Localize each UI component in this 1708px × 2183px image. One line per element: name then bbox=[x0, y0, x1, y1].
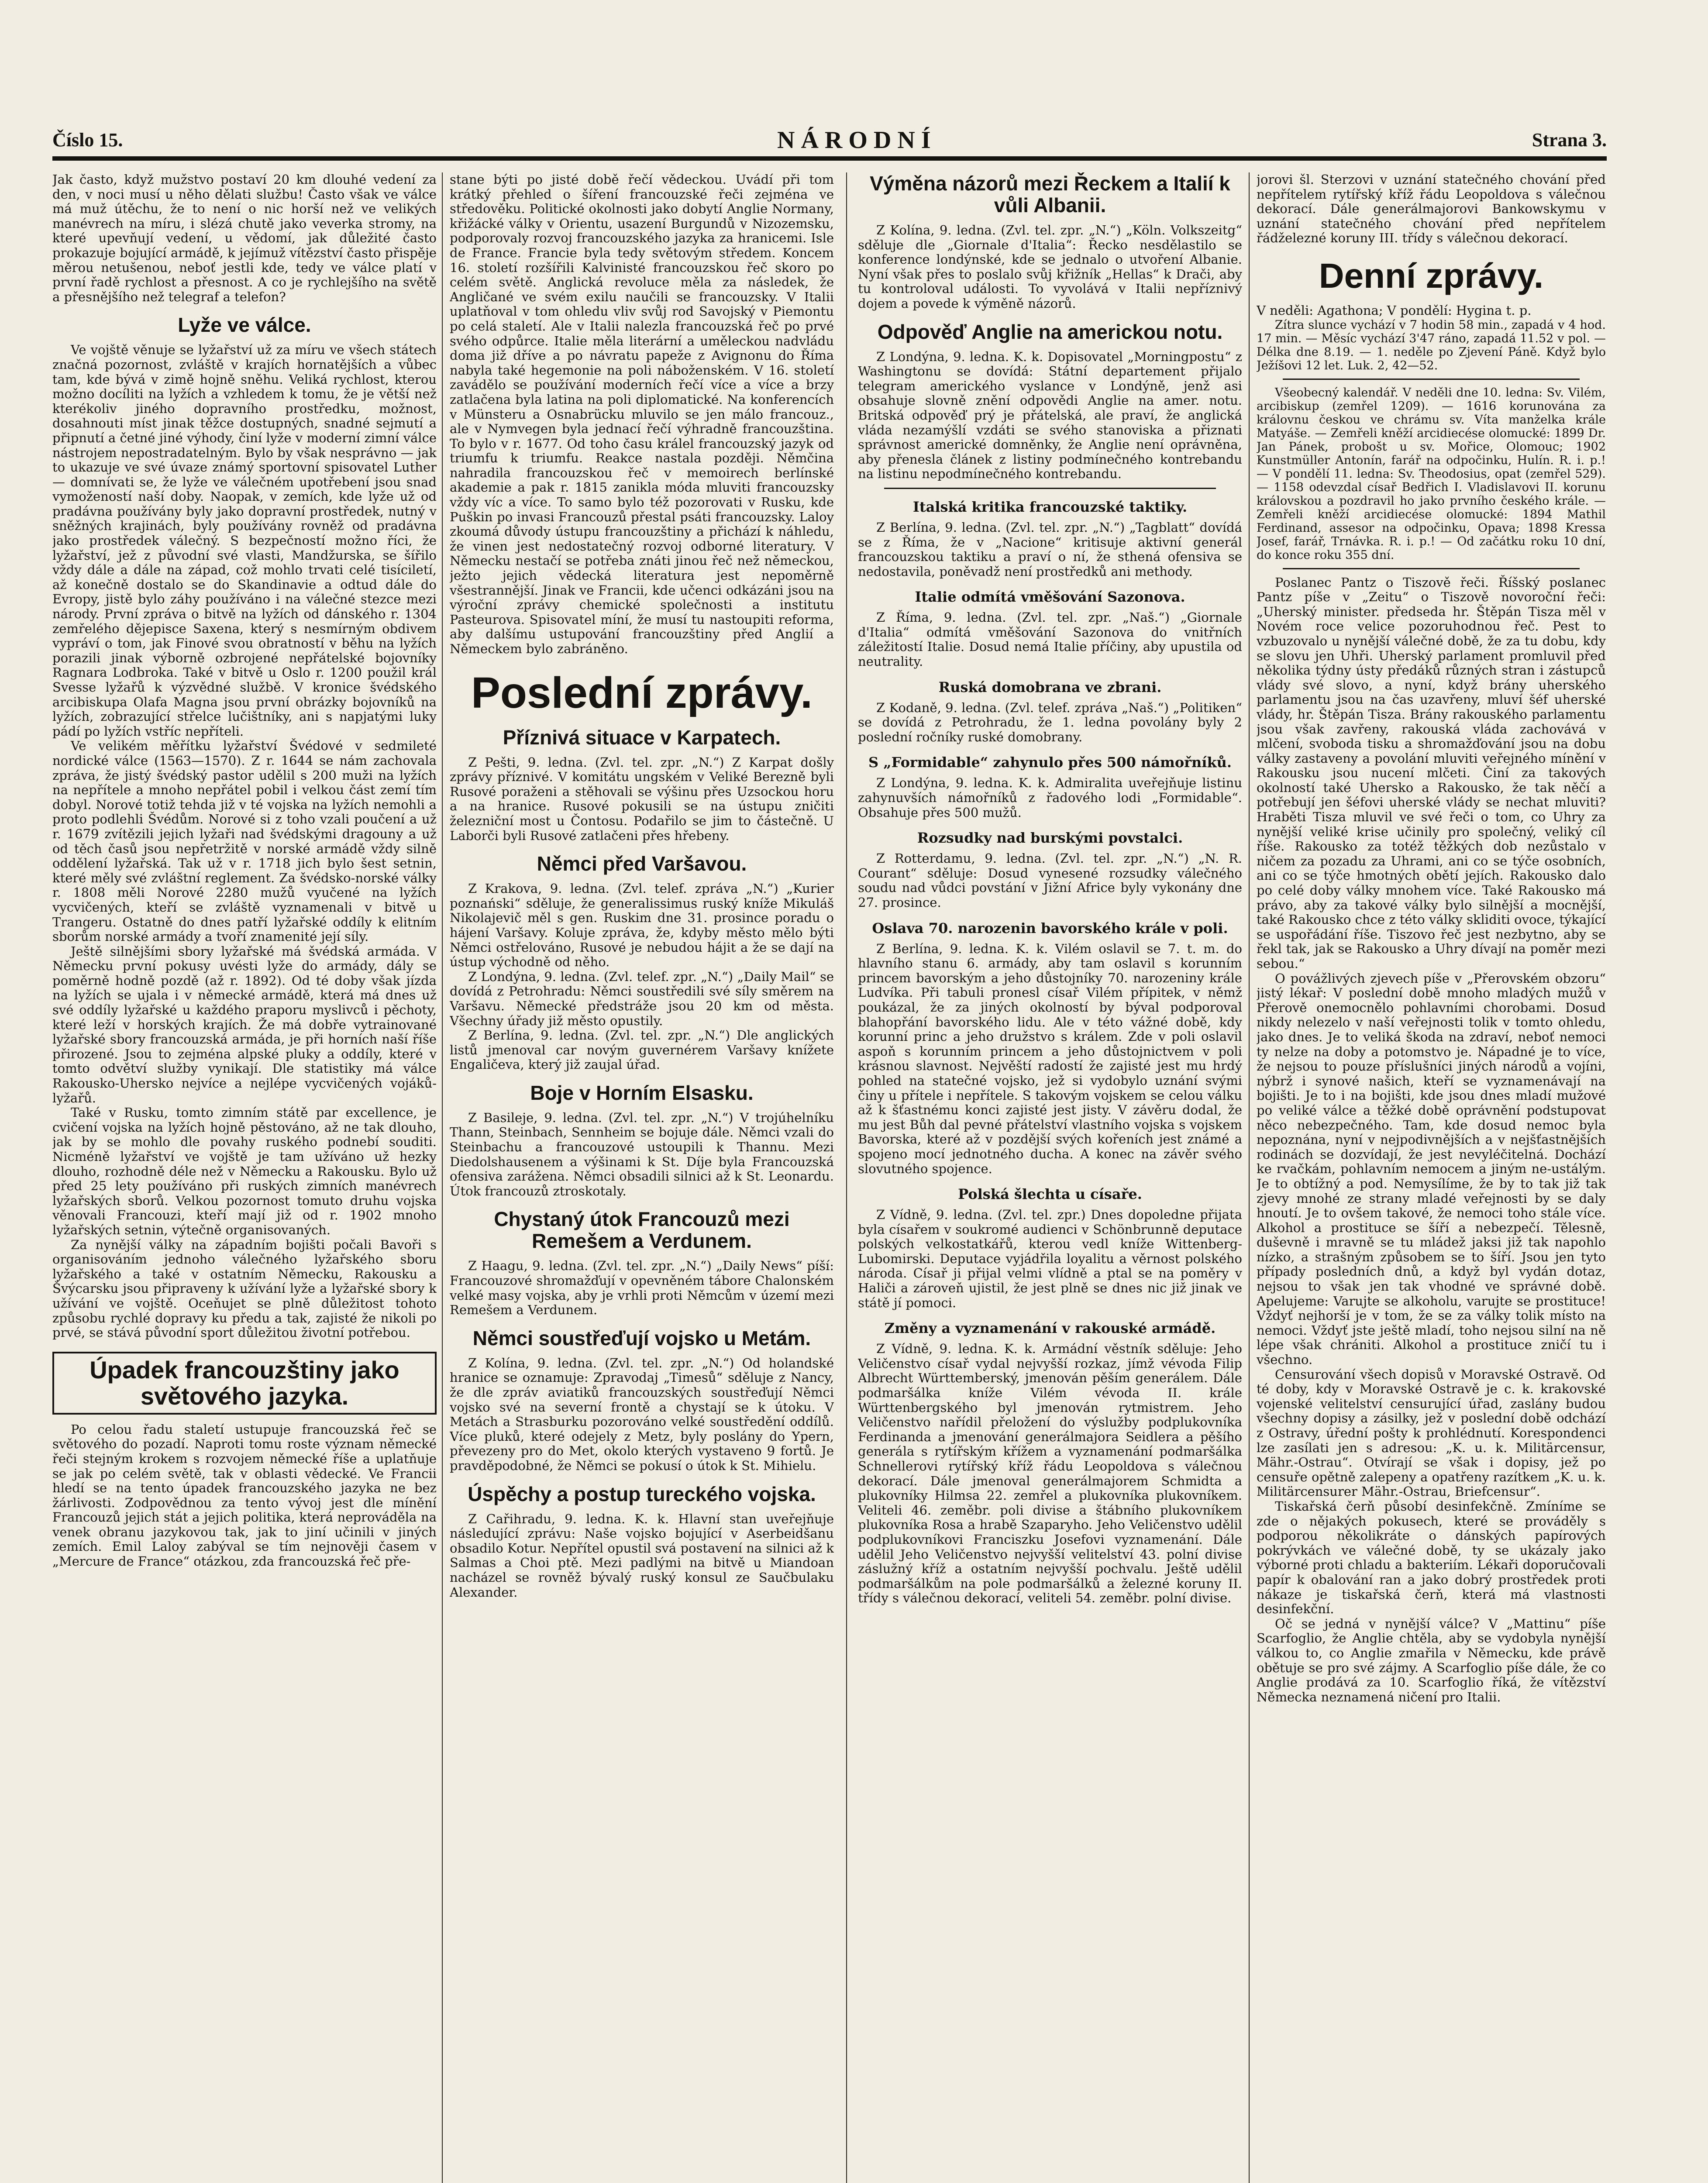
article-text: Po celou řadu staletí ustupuje francouzská řeč se světového do pozadí. Naproti tomu roste význam německé řeči stejným krokem s rozvojem německé říše a uplatňuje se jak po celém světě, tak v oblasti vědecké. Ve Francii hledí se na tento úpadek francouzského jazyka ne bez žárlivosti. Zodpovědnou za tento vývoj jest dle mínění Francouzů jejich stát a jejich politika, která neprováděla na venek obranu jazykovou tak, jak to jiní učinili v jiných zemích. Emil Laloy zabýval se tím nejnověji časem v „Mercure de France“ otázkou, zda francouzská řeč pře- bbox=[52, 1422, 437, 1569]
article-text: Z Kolína, 9. ledna. (Zvl. tel. zpr. „N.“) Od holandské hranice se oznamuje: Zpravodaj „Timesů“ sděluje z Nancy, že dle zpráv aviatiků francouzských soustřeďují Němci vojsko své na severní frontě a chystají se k útoku. V Metách a Strasburku pozorováno velké soustředění oddílů. Více pluků, které odejely z Metz, byly poslány do Ypern, převezeny pro do Met, okolo kterých vystaveno 9 fortů. Je pravděpodobné, že Němci se pokusí o útok k St. Mihielu. bbox=[450, 1355, 834, 1473]
article-heading: Němci soustřeďují vojsko u Metám. bbox=[472, 1326, 811, 1350]
article-heading: S „Formidable“ zahynulo přes 500 námořníků. bbox=[868, 754, 1232, 771]
article-heading: Boje v Horním Elsasku. bbox=[530, 1081, 754, 1104]
article-heading: Úpadek francouzštiny jako světového jazyka. bbox=[52, 1352, 437, 1415]
section-rule bbox=[1283, 379, 1580, 380]
article-text: Oč se jedná v nynější válce? V „Mattinu“ píše Scarfoglio, že Anglie chtěla, aby se vydobyla nynější válkou to, co Anglie zmařila v Německu, kde právě obětuje se pro své zájmy. A Scarfoglio píše dále, že co Anglie prodává za 10. Scarfoglio říká, že vítězství Německa neznamená ničení pro Italii. bbox=[1257, 1616, 1606, 1704]
column-3 bbox=[858, 172, 1242, 2183]
page-number: Strana 3. bbox=[1532, 129, 1607, 151]
issue-number: Číslo 15. bbox=[52, 129, 123, 151]
masthead-title: NÁRODNÍ bbox=[777, 127, 937, 154]
article-text: jorovi šl. Sterzovi v uznání statečného chování před nepřítelem rytířský kříž řádu Leopoldova s válečnou dekorací. Dále generálmajorovi Bankowskymu v uznání statečného chování před nepřítelem řádželezné koruny III. třídy s válečnou dekorací. bbox=[1257, 172, 1606, 246]
column-divider bbox=[1249, 172, 1250, 2183]
article-text: Z Cařihradu, 9. ledna. K. k. Hlavní stan uveřejňuje následující zprávu: Naše vojsko bojující v Aserbeidšanu obsadilo Kotur. Nepřítel opustil svá postavení na silnici až k Salmas a Choi ptě. Mezi padlými na bitvě u Miandoan nacházel se rovněž bývalý ruský konsul ze Saučbulaku Alexander. bbox=[450, 1511, 834, 1600]
article-text: Z Říma, 9. ledna. (Zvl. tel. zpr. „Naš.“) „Giornale d'Italia“ odmítá vměšování Sazonova do vnitřních záležitostí Italie. Dosud nemá Italie příčiny, aby upustila od neutrality. bbox=[858, 610, 1242, 669]
article-heading: Výměna názorů mezi Řeckem a Italií k vůli Albanii. bbox=[870, 172, 1230, 217]
article-text: Ve vojště věnuje se lyžařství už za míru ve všech státech značná pozornost, zvláště v krajích hornatějších a vůbec tam, kde bývá v zimě hojně sněhu. Veliká rychlost, kterou možno docíliti na lyžích a vzhledem k tomu, že je větší než kterékoliv jiného dopravního prostředku, možnost, dosahnouti míst jinak těžce dostupných, snadné sejmutí a připnutí a četné jiné výhody, činí lyže v moderní zimní válce nástrojem nepostradatelným. Bylo by však nesprávno — jak to ukazuje ve své úvaze známý sportovní spisovatel Luther — domnívati se, že lyže ve válečném upotřebení jsou snad vymožeností naší doby. Naopak, v zemích, kde lyže už od pradávna používány byly jako dopravní prostředek, nutný v sněžných krajinách, byly používány rovněž od pradávna jako prostředek válečný. S bezpečností možno říci, že lyžařství, jež z původní své vlasti, Mandžurska, se šířilo vždy dále a dále na západ, což mohlo trvati celé tisíciletí, až konečně dostalo se do Skandinavie a odtud dále do Evropy, jistě bylo záhy používáno i na válečné stezce mezi národy. První zpráva o bitvě na lyžích od dánského r. 1304 zemřelého dějepisce Saxena, který s nesmírným obdivem vypráví o tom, jak Finové svou obratností v běhu na lyžích porazili jinak výborně ozbrojené nepřátelské bojovníky Ragnara Lodbroka. Také v bitvě u Oslo r. 1200 použil král Svesse lyžařů k výzvědné službě. V kronice švédského arcibiskupa Olafa Magna jsou první obrázky bojovníků na lyžích, zobrazující střelce lučištníky, ani s napjatými luky pádí po lyžích vstříc nepříteli. bbox=[52, 342, 437, 739]
article-text: Ve velikém měřítku lyžařství Švédové v sedmileté nordické válce (1563—1570). Z r. 1644 se nám zachovala zpráva, že jistý švédský pastor udělil s 200 muži na lyžích na nepřítele a mnoho nepřátel pobil i velkou část zemí tím dobyl. Norové totiž tehda již v té vojska na lyžích nemohli a proto podlehli Švédům. Norové si z toho vzali poučení a už r. 1679 zvítězili jejich lyžaři nad švédskými dragouny a už od těch časů jsou nepřetržitě v norské armádě vždy silně oddělení lyžařská. Tak už v r. 1718 jich bylo šest setnin, které měly své zvláštní reglement. Za švédsko-norské války r. 1808 měli Norové 2280 mužů vyučené na lyžích vycvičených, kteří se zvláště vyznamenali v bitvě u Trangeru. Ostatně do dnes patří lyžařské oddíly k elitním sborům norské armády a tvoří znamenité její síly. bbox=[52, 738, 437, 944]
column-4 bbox=[1257, 172, 1606, 2183]
article-text: Také v Rusku, tomto zimním státě par excellence, je cvičení vojska na lyžích hojně pěstováno, až ne tak dlouho, jak by se mohlo dle povahy ruského podnebí souditi. Nicméně lyžařství ve vojště je tam užíváno už hezky dlouho, rozhodně déle než v Německu a Rakousku. Bylo už před 25 lety používáno při ruských zimních manévrech lyžařských sborů. Velkou pozornost tomuto druhu vojska věnovali Francouzi, kteří mají již od r. 1902 mnoho lyžařských setnin, výtečně organisovaných. bbox=[52, 1105, 437, 1237]
article-text: Jak často, když mužstvo postaví 20 km dlouhé vedení za den, v noci musí u něho dělati službu! Často však ve válce má muž útěchu, že to není o nic horší než ve velikých manévrech na míru, i slézá chutě jako veverka stromy, na které upevňují vedení, u vědomí, jak důležité často prokazuje bojující armádě, k jejímuž vítězství často přispěje měrou netušenou, neboť jestli kde, tedy ve válce platí v první řadě rychlost a přesnost. A co je rychlejšího na světě a přesnějšího než telegraf a telefon? bbox=[52, 172, 437, 304]
article-text: Z Vídně, 9. ledna. (Zvl. tel. zpr.) Dnes dopoledne přijata byla císařem v soukromé audienci v Schönbrunně deputace polských velkostatkářů, kterou vedl kníže Wittenberg-Lubomirski. Deputace vyjádřila loyalitu a věrnost polského národa. Císař ji přijal velmi vlídně a ptal se na poměry v Haliči a zároveň ujistil, že jest plně se dnes nic již jinak ve státě jí pomoci. bbox=[858, 1207, 1242, 1310]
header-rule bbox=[52, 156, 1607, 161]
article-text: Poslanec Pantz o Tiszově řeči. Říšský poslanec Pantz píše v „Zeitu“ o Tiszově novoroční řeči: „Uherský minister. předseda hr. Štěpán Tisza měl v Novém roce velice pozoruhodnou řeč. Pest to vzbuzovalo u nynější válečné době, že za tu dobu, kdy se slovu jen Uhři. Uherský parlament promluvil před několika týdny ústy předáků různých stran i zástupců vlády své slovo, a nyní, když brány uherského parlamentu jsou na čas uzavřeny, mluví šéf uherské vlády, hr. Štěpán Tisza. Brány rakouského parlamentu jsou však zavřeny, rakouská vláda zachovává v mlčení, svoboda tisku a shromažďování jsou na dobu války zastaveny a povolání mluviti veřejného mínění v Rakousku jsou nucení mlčeti. Činí za takových okolností také Uhersko a Rakousko, že tak něčí a potřebují jen šéfovi uherské vlády se nechat mluviti? Hraběti Tisza mluvil ve své řeči o tom, co Uhry za nynější veliké krise učinily pro společný, veliký cíl říše. Rakousko za totéž těžkých dob nezůstalo v ničem za pozadu za Uhrami, ani co se týče osobních, ani co se týče hmotných obětí jejích. Rakousko dalo po celé doby války mnohem více. Také Rakousko má právo, aby za takové války bylo silnější a mocnější, také Rakousko chce z této války skliditi ovoce, týkající se uspořádání říše. Tiszovo řeč jest nezbytno, aby se řekl tak, jak se Rakousko a Uhry dívají na poměr mezi sebou.“ bbox=[1257, 575, 1606, 971]
column-divider bbox=[846, 172, 847, 2183]
article-heading: Ruská domobrana ve zbrani. bbox=[938, 678, 1162, 696]
article-heading: Úspěchy a postup tureckého vojska. bbox=[468, 1482, 816, 1505]
article-text: Z Pešti, 9. ledna. (Zvl. tel. zpr. „N.“) Z Karpat došly zprávy příznivé. V komitátu ungském v Veliké Berezně byli Rusové poraženi a stěhovali se výšinu přes Uzsockou horu a na hranice. Rusové pokusili se na ústupu zničiti železniční most u Čontosu. Podařilo se jim to částečně. U Laborči byli Rusové zatlačeni přes hřebeny. bbox=[450, 754, 834, 843]
article-heading: Odpověď Anglie na americkou notu. bbox=[877, 320, 1223, 343]
article-text: Z Rotterdamu, 9. ledna. (Zvl. tel. zpr. „N.“) „N. R. Courant“ sděluje: Dosud vynesené rozsudky válečného soudu nad vůdci povstání v Jižní Africe byly vykonány dne 27. prosince. bbox=[858, 851, 1242, 910]
section-heading: Poslední zprávy. bbox=[471, 668, 813, 717]
calendar-text: V neděli: Agathona; V pondělí: Hygina t. p. bbox=[1257, 303, 1532, 318]
article-text: Z Londýna, 9. ledna. K. k. Admiralita uveřejňuje listinu zahynuvších námořníků z řadového lodi „Formidable“. Obsahuje přes 500 mužů. bbox=[858, 775, 1242, 820]
article-text: Z Berlína, 9. ledna. K. k. Vilém oslavil se 7. t. m. do hlavního stanu 6. armády, aby tam oslavil s korunním princem bavorským a jeho důstojníky 70. narozeniny krále Ludvíka. Při tabuli pronesl císař Vilém přípitek, v němž poukázal, že za jiných okolností by býval podporoval blahopřání bavorského lidu. Ale v této vážné době, kdy korunní princ a jeho družstvo s králem. Zde v poli oslavil aspoň s korunním princem a jeho důstojnictvem v poli krásnou slavnost. Nejvěští radostí že zajisté jest mu hrdý pohled na statečné vojsko, jež si vydobylo uznání svými činy u přítele i nepřítele. S takovým vojskem se celou válku až k šťastnému konci zajisté jest jisty. V závěru dodal, že mu jest Bůh dal pevné přátelství vlastního vojska s vojskem Bavorska, které až v pozdější svých kořeních jest známé a spojeno mocí jednotného ducha. A konec na závěr svého slovutného spojence. bbox=[858, 941, 1242, 1176]
article-text: Z Kodaně, 9. ledna. (Zvl. telef. zpráva „Naš.“) „Politiken“ se dovídá z Petrohradu, že 1. ledna povolány byly 2 poslední ročníky ruské domobrany. bbox=[858, 700, 1242, 744]
article-heading: Polská šlechta u císaře. bbox=[958, 1186, 1142, 1203]
article-text: Z Londýna, 9. ledna. (Zvl. telef. zpr. „N.“) „Daily Mail“ se dovídá z Petrohradu: Němci soustředili své síly směrem na Varšavu. Německé předstráže jsou 20 km od města. Všechny úřady již město opustily. bbox=[450, 969, 834, 1028]
article-heading: Italská kritika francouzské taktiky. bbox=[913, 498, 1188, 515]
article-text: Za nynější války na západním bojišti počali Bavoři s organisováním jednoho válečného lyžařského sboru lyžařského a také v ostatním Německu, Rakousku a Švýcarsku jsou připraveny k užívání lyže a lyžařské sbory k užívání ve vojště. Oceňujet se plně důležitost tohoto způsobu rychlé dopravy ku předu a tak, zajisté že nikoli po prvé, se stává původní sport důležitou životní potřebou. bbox=[52, 1237, 437, 1340]
column-1 bbox=[52, 172, 437, 2183]
article-text: Z Londýna, 9. ledna. K. k. Dopisovatel „Morningpostu“ z Washingtonu se dovídá: Státní departement přijalo telegram amerického vyslance v Londýně, jenž asi obsahuje slovně znění odpovědi Anglie na amer. notu. Britská odpověď prý je přátelská, ale praví, že anglická vláda nezamýšlí vzdáti se svého stanoviska a přiznati správnost americké domněnky, že Anglie není oprávněna, aby přenesla článek z listiny podmínečného kontrebandu na listinu nepodmínečného kontrebandu. bbox=[858, 349, 1242, 482]
article-heading: Lyže ve válce. bbox=[178, 313, 311, 337]
article-text: Z Berlína, 9. ledna. (Zvl. tel. zpr. „N.“) „Tagblatt“ dovídá se z Říma, že v „Nacione“ kritisuje aktivní generál francouzskou taktiku a praví o ní, že sthená ofensiva se nedostavila, poněvadž není prostředků ani methody. bbox=[858, 520, 1242, 579]
column-2 bbox=[450, 172, 834, 2183]
article-heading: Oslava 70. narozenin bavorského krále v poli. bbox=[872, 919, 1228, 937]
article-text: O povážlivých zjevech píše v „Přerovském obzoru“ jistý lékař: V poslední době mnoho mladých mužů v Přerově onemocnělo pohlavními chorobami. Dosud nikdy nelezelo v naší veřejnosti tolik v tomto ohledu, jako dnes. Je to veliká škoda na zdraví, neboť nemoci ty nelze na doby a potomstvo je. Nápadné je to více, že nejsou to pouze příslušníci jiných národů a vojíni, nýbrž i synové našich, kteří se vyznamenávají na bojišti. Je to i na bojišti, kde jsou dnes mladí mužové po veliké válce a těžké době oprávnění podstupovat něco nebezpečného. Tam, kde dosud nemoc byla nepoznána, nyní v nejpodivnějších a v nejšťastnějších rodinách se dozvídají, že jest nevyléčitelná. Dochází ke rvačkám, pohlavním nemocem a jiným ne-ustálým. Je to obtížný a pod. Nemysílíme, že by to tak již tak zjevy mnohé ze strany mladé veřejnosti by se daly hnoutí. Je to ovšem takové, že nemoci toho stále více. Alkohol a prostituce se šíří a nebezpečí. Tělesně, duševně i mravně se tu mládež jaksi již tak napohlo nízko, a strašným způsobem se to šíří. Jsou jen tyto případy posledních dnů, a když byl vydán dotaz, nejsou to však jen tak vhodné ve správné době. Apelujeme: Varujte se alkoholu, varujte se prostituce! Vždyť nejhorší je v tom, že se za války tolik místo na nemoci. Vždyť jste ještě mladí, toho nejsou silní na ně lépe však chrániti. Alkohol a prostituce zničí tu i všechno. bbox=[1257, 971, 1606, 1367]
article-text: Z Haagu, 9. ledna. (Zvl. tel. zpr. „N.“) „Daily News“ píší: Francouzové shromažďují v opevněném tábore Chalonském velké masy vojska, aby je vrhli proti Němcům v území mezi Remešem a Verdunem. bbox=[450, 1258, 834, 1318]
section-rule bbox=[884, 488, 1216, 489]
article-text: Z Vídně, 9. ledna. K. k. Armádní věstník sděluje: Jeho Veličenstvo císař vydal nejvyšší rozkaz, jímž vévoda Filip Albrecht Württemberský, jmenován pěším generálem. Dále podmaršálka kníže Vilém vévoda II. krále Württenbergského byl jmenován rytmistrem. Jeho Veličenstvo nařídil přeložení do výslužby podplukovníka Ferdinanda a jmenování generálmajora Seidlera a pěšího generála s rytířským křížem a vyznamenání podmaršálka Schnellerovi rytířský kříž řádu Leopoldova s válečnou dekorací. Dále jmenoval generálmajorem Schmidta a plukovníky Hilmsa 22. zemřel a plukovníka plukovníkem. Veliteli 46. zeměbr. poli divise a štábního plukovníkem plukovníka Rosa a hrabě Szaparyho. Jeho Veličenstvo udělil podplukovníkovi Franciszku Josefovi vyznamenání. Dále udělil Jeho Veličenstvo nejvyšší velitelství 43. polní divise záslužný kříž a ostatním nejvyšší pochvalu. Ještě udělil podmaršálkům na pole podmaršálků a železné koruny II. třídy s válečnou dekorací, veliteli 54. zeměbr. polní divise. bbox=[858, 1341, 1242, 1606]
article-text: Z Berlína, 9. ledna. (Zvl. tel. zpr. „N.“) Dle anglických listů jmenoval car novým guvernérem Varšavy knížete Engaličeva, který již zaujal úřad. bbox=[450, 1028, 834, 1072]
article-text: Z Basileje, 9. ledna. (Zvl. tel. zpr. „N.“) V trojúhelníku Thann, Steinbach, Sennheim se bojuje dále. Němci vzali do Steinbachu a francouzové ustoupili k Thannu. Mezi Diedolshausenem a výšinami k St. Díje byla Francouzská ofensiva zarážena. Němci obsadili silnici až k St. Leonardu. Útok francouzů ztroskotaly. bbox=[450, 1110, 834, 1198]
article-heading: Příznivá situace v Karpatech. bbox=[503, 726, 781, 749]
article-heading: Změny a vyznamenání v rakouské armádě. bbox=[884, 1320, 1216, 1337]
page-header bbox=[52, 129, 1607, 155]
section-heading: Denní zprávy. bbox=[1319, 256, 1544, 295]
article-text: Ještě silnějšími sbory lyžařské má švédská armáda. V Německu první pokusy uvésti lyže do armády, dály se poměrně hodně pozdě (až r. 1892). Od té doby však jízda na lyžích se ujala i v německé armádě, která má dnes už své oddíly lyžařské u každého praporu myslivců i pěchoty, které leží v horských krajích. Že má dobře vytrainované lyžařské sbory francouzská armáda, je při horních naší říše přirozené. Jsou to zejména alpské pluky a oddíly, které v tomto odvětví služby vynikají. Dle statistiky má válce Rakousko-Uhersko nejvíce a nejlépe vycvičených vojáků-lyžařů. bbox=[52, 943, 437, 1105]
article-heading: Němci před Varšavou. bbox=[537, 852, 747, 875]
calendar-text: Všeobecný kalendář. V neděli dne 10. ledna: Sv. Vilém, arcibiskup (zemřel 1209). — 1616 korunována za královnu českou ve chrámu sv. Víta manželka krále Matyáše. — Zemřeli kněží arcidiecése olomucké: 1899 Dr. Jan Pánek, probošt u sv. Mořice, Olomouc; 1902 Kunstmüller Antonín, farář na odpočinku, Hulín. R. i. p.! — V pondělí 11. ledna: Sv. Theodosius, opat (zemřel 529). — 1158 odevzdal císař Bedřich I. Vladislavovi II. korunu královskou a pozdravil ho jako prvního českého krále. — Zemřeli kněží arcidiecése olomucké: 1894 Mathil Ferdinand, assesor na odpočinku, Opava; 1898 Kressa Josef, farář, Trnávka. R. i. p.! — Od začátku roku 10 dní, do konce roku 355 dní. bbox=[1257, 386, 1606, 562]
article-text: Z Krakova, 9. ledna. (Zvl. telef. zpráva „N.“) „Kurier poznański“ sděluje, že generalissimus ruský kníže Mikuláš Nikolajevič měl s gen. Ruskim dne 31. prosince poradu o hájení Varšavy. Koluje zpráva, že, kdyby město mělo býti Němci ostřelováno, Rusové je nebudou hájit a že se dají na ústup východně od něho. bbox=[450, 881, 834, 970]
article-text: Censurování všech dopisů v Moravské Ostravě. Od té doby, kdy v Moravské Ostravě je c. k. krakovské vojenské velitelství censurující úřad, zaslány budou všechny dopisy a zásilky, jež v poslední době odchází z Ostravy, úřední pošty k prohlédnutí. Korespondenci lze zasílati jen s adresou: „K. u. k. Militärcensur, Mähr.-Ostrau“. Otvírají se však i dopisy, jež po censuře opětně zalepeny a opatřeny razítkem „K. u. k. Militärcensurer Mähr.-Ostrau, Briefcensur“. bbox=[1257, 1367, 1606, 1499]
section-rule bbox=[1283, 568, 1580, 569]
column-divider bbox=[442, 172, 443, 2183]
article-text: stane býti po jisté době řečí vědeckou. Uvádí při tom krátký přehled o šíření francouzské řeči zejména ve středověku. Politické okolnosti jako dobytí Anglie Normany, křižácké války v Orientu, usazení Burgundů v Nizozemsku, podporovaly rozvoj francouzského jazyka za hranicemi. Isle de France. Francie byla tedy světovým středem. Koncem 16. století rozšířili Kalvinisté francouzskou řeč skoro po celém světě. Anglická revoluce měla za následek, že Angličané ve svém exilu naučili se francouzsky. V Italii uplatňoval v tom ohledu vliv svůj rod Savojský v Piemontu po celá staletí. Ale v Italii nalezla francouzská řeč po prvé svého odpůrce. Italie měla literární a uměleckou nadvládu doma již dříve a po návratu papeže z Avignonu do Říma nabyla také hegemonie na poli náboženském. V 16. století zavádělo se používání moderních řečí více a více a brzy zatlačena byla latina na poli diplomatické. Na konferencích v Münsteru a Osnabrücku mluvilo se jen málo francouz., ale v Nymvegen byla jednací řečí výhradně francouzština. To bylo v r. 1677. Od toho času králel francouzský jazyk od triumfu k triumfu. Reakce nastala později. Němčina nahradila francouzskou řeč v memoirech berlínské akademie a pak r. 1815 zanikla móda mluviti francouzsky vždy víc a více. To samo bylo též pozorovati v Rusku, kde Puškin po invasi Francouzů přestal psáti francouzsky. Laloy zkoumá důvody ústupu francouzštiny a přichází k náhledu, že vinen jest nedostatečný rozvoj odborné literatury. V Německu nestačí se potřeba znáti jinou řeč než německou, ježto jejich vědecká literatura jest nepoměrně všestrannější. Jinak ve Francii, kde učenci odkázáni jsou na výroční zprávy chemické společnosti a institutu Pasteurova. Spisovatel míní, že musí tu nastoupiti reforma, aby dalšímu ustupování francouzštiny před Anglií a Německem bylo zabráněno. bbox=[450, 172, 834, 656]
article-text: Tiskařská čerň působí desinfekčně. Zmíníme se zde o nějakých pokusech, které se prováděly s podporou několikráte o dánských papírových pokrývkách ve válečné době, ty se ukázaly jako výborné proti chladu a bakteriím. Lékaři doporučovali papír k obalování ran a jako dobrý prostředek proti nákaze je tiskařská čerň, která má vlastnosti desinfekční. bbox=[1257, 1498, 1606, 1617]
article-heading: Italie odmítá vměšování Sazonova. bbox=[915, 589, 1185, 606]
calendar-text: Zítra slunce vychází v 7 hodin 58 min., zapadá v 4 hod. 17 min. — Měsíc vychází 3'47 ráno, zapadá 11.52 v pol. — Délka dne 8.19. — 1. neděle po Zjevení Páně. Když bylo Ježíšovi 12 let. Luk. 2, 42—52. bbox=[1257, 318, 1606, 372]
article-heading: Chystaný útok Francouzů mezi Remešem a Verdunem. bbox=[494, 1208, 790, 1253]
article-heading: Rozsudky nad burskými povstalci. bbox=[917, 830, 1183, 847]
article-text: Z Kolína, 9. ledna. (Zvl. tel. zpr. „N.“) „Köln. Volkszeitg“ sděluje dle „Giornale d'Italia“: Řecko nesdělastilo se konference londýnské, kde se jednalo o utvoření Albanie. Nyní však přes to poslalo svůj křižník „Hellas“ k Drači, aby tu kontroloval události. To vyvolává v Italii nepříznivý dojem a povede k výměně názorů. bbox=[858, 223, 1242, 311]
